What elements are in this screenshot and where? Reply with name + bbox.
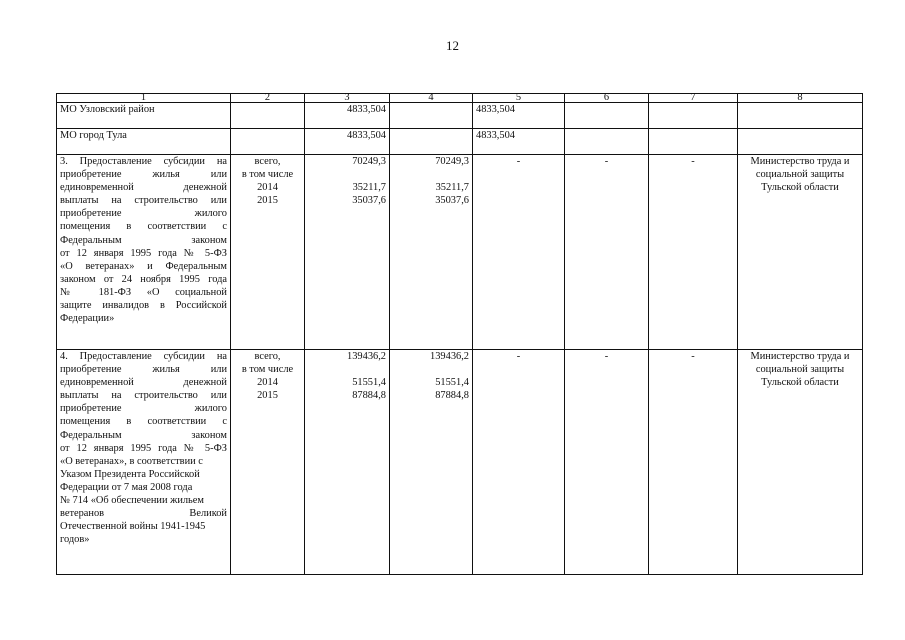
row-col7 xyxy=(649,103,738,129)
column-header-2: 2 xyxy=(231,94,305,103)
row-name: МО Узловский район xyxy=(57,103,231,129)
column-header-5: 5 xyxy=(473,94,565,103)
item-3-periods: всего, в том числе 2014 2015 xyxy=(231,155,305,350)
item-3-col4-values: 70249,3 35211,7 35037,6 xyxy=(390,155,473,350)
table-row-item-4 xyxy=(57,350,863,575)
row-col5-value: 4833,504 xyxy=(473,103,565,129)
column-header-4: 4 xyxy=(390,94,473,103)
item-3-col5-value: - xyxy=(473,155,565,350)
item-3-col3-values: 70249,3 35211,7 35037,6 xyxy=(305,155,390,350)
row-col3-value: 4833,504 xyxy=(305,129,390,155)
table-row-item-3 xyxy=(57,155,863,350)
item-3-responsible: Министерство труда и социальной защиты Тульской области xyxy=(738,155,863,350)
row-col8 xyxy=(738,129,863,155)
item-4-responsible: Министерство труда и социальной защиты Тульской области xyxy=(738,350,863,575)
item-3-description: 3. Предоставление субсидии на приобретение жилья или единовременной денежной выплаты на строительство или приобретение жилого помещения в соответствии с Федеральным законом от 12 января 1995 года № 5-ФЗ «О ветеранах» и Федеральным законом от 24 ноября 1995 года № 181-ФЗ «О социальной защите инвалидов в Российской Федерации» xyxy=(57,155,231,350)
table-row-uzlovsky xyxy=(57,103,863,129)
item-4-col6-value: - xyxy=(565,350,649,575)
row-col8 xyxy=(738,103,863,129)
item-4-col3-values: 139436,2 51551,4 87884,8 xyxy=(305,350,390,575)
row-col4 xyxy=(390,103,473,129)
row-col2 xyxy=(231,103,305,129)
table-row-tula xyxy=(57,129,863,155)
item-3-col6-value: - xyxy=(565,155,649,350)
budget-table xyxy=(56,93,863,575)
item-4-col7-value: - xyxy=(649,350,738,575)
row-col7 xyxy=(649,129,738,155)
row-name: МО город Тула xyxy=(57,129,231,155)
row-col5-value: 4833,504 xyxy=(473,129,565,155)
item-4-description: 4. Предоставление субсидии на приобретение жилья или единовременной денежной выплаты на строительство или приобретение жилого помещения в соответствии с Федеральным законом от 12 января 1995 года № 5-ФЗ «О ветеранах», в соответствии с Указом Президента Российской Федерации от 7 мая 2008 года № 714 «Об обеспечении жильем ветеранов Великой Отечественной войны 1941-1945 годов» xyxy=(57,350,231,575)
row-col2 xyxy=(231,129,305,155)
row-col6 xyxy=(565,129,649,155)
column-header-3: 3 xyxy=(305,94,390,103)
item-4-col4-values: 139436,2 51551,4 87884,8 xyxy=(390,350,473,575)
column-header-7: 7 xyxy=(649,94,738,103)
header-row xyxy=(57,94,863,103)
item-4-periods: всего, в том числе 2014 2015 xyxy=(231,350,305,575)
column-header-6: 6 xyxy=(565,94,649,103)
page-number: 12 xyxy=(446,38,459,53)
item-4-col5-value: - xyxy=(473,350,565,575)
row-col4 xyxy=(390,129,473,155)
row-col6 xyxy=(565,103,649,129)
item-3-col7-value: - xyxy=(649,155,738,350)
column-header-1: 1 xyxy=(57,94,231,103)
row-col3-value: 4833,504 xyxy=(305,103,390,129)
column-header-8: 8 xyxy=(738,94,863,103)
